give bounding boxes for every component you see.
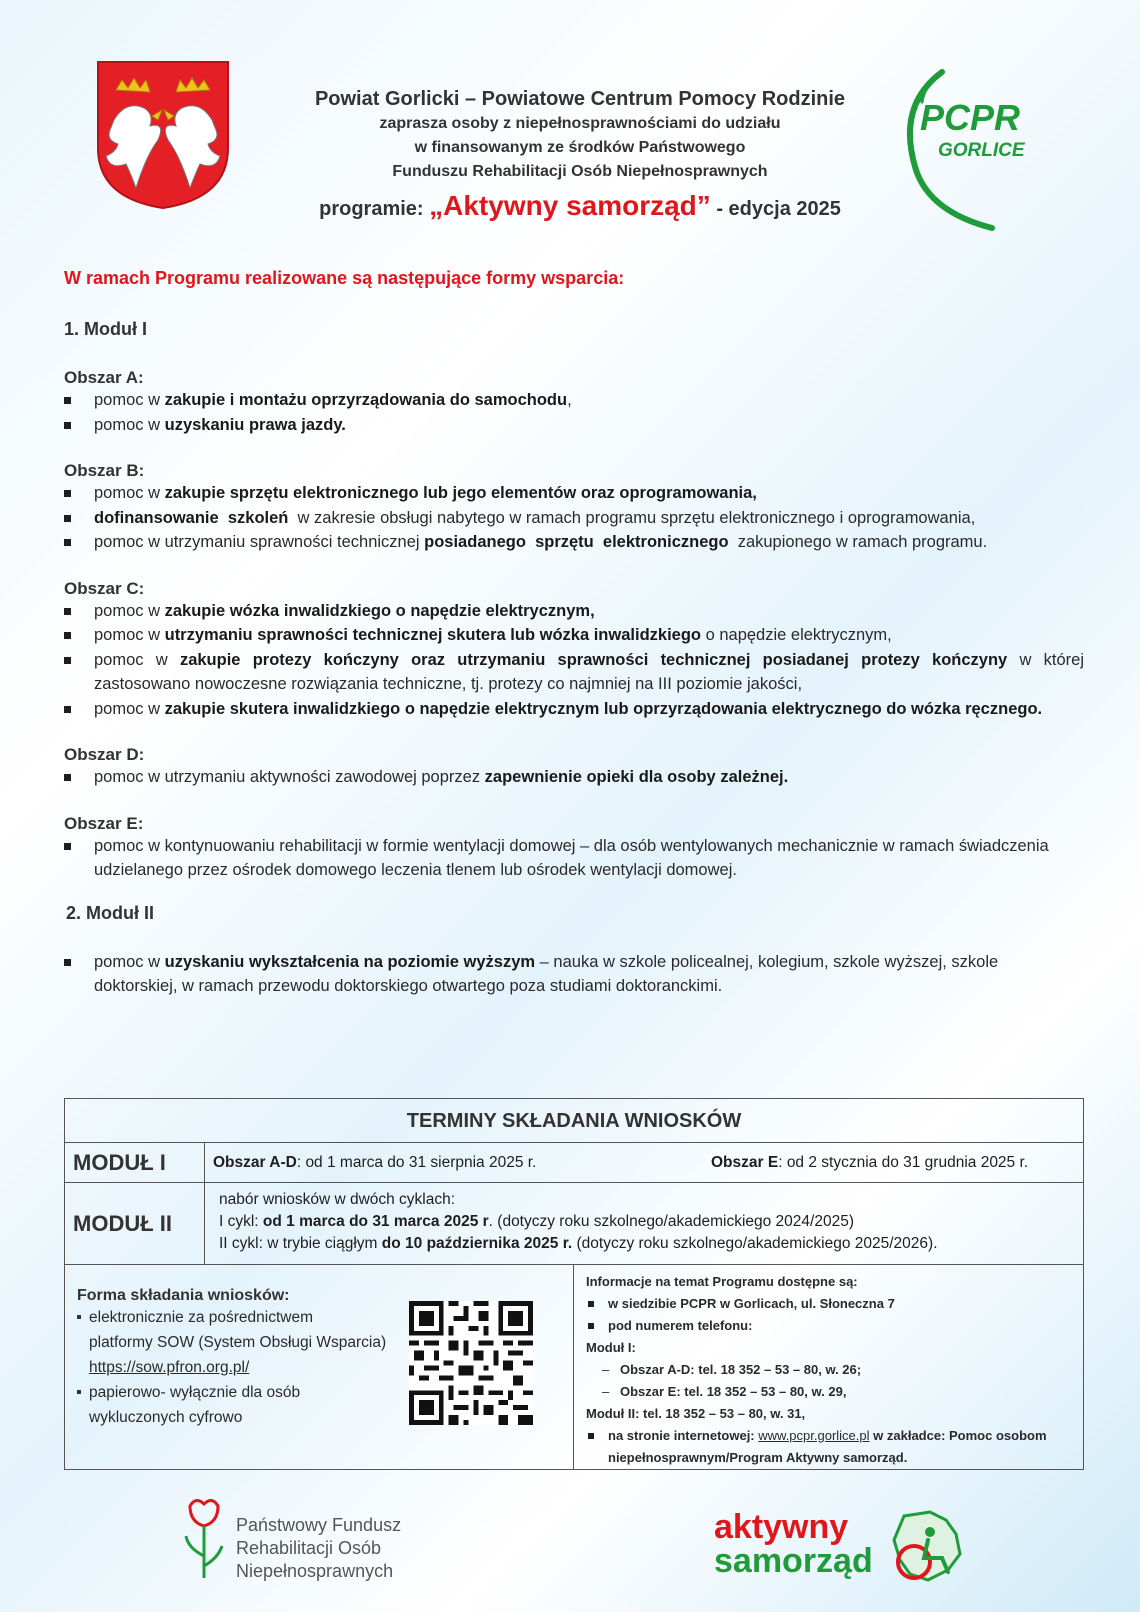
- header-line2: zaprasza osoby z niepełnosprawnościami do udziału: [379, 115, 781, 132]
- area-a-title: Obszar A:: [64, 368, 144, 387]
- module1-area-ad: Obszar A-D: od 1 marca do 31 sierpnia 2025 r.: [213, 1154, 537, 1171]
- info-module1-ad: – Obszar A-D: tel. 18 352 – 53 – 80, w. 26;: [586, 1359, 1083, 1381]
- list-item: pomoc w utrzymaniu sprawności technicznej skutera lub wózka inwalidzkiego o napędzie elektrycznym,: [64, 623, 1084, 648]
- list-item: pomoc w zakupie skutera inwalidzkiego o napędzie elektrycznym lub oprzyrządowania elektrycznego do wózka ręcznego.: [64, 697, 1084, 722]
- area-b-list: [64, 481, 1084, 555]
- header-line3: w finansowanym ze środków Państwowego: [414, 139, 746, 156]
- info-module1-e: – Obszar E: tel. 18 352 – 53 – 80, w. 29,: [586, 1381, 1083, 1403]
- list-item: pomoc w utrzymaniu sprawności technicznej posiadanego sprzętu elektronicznego zakupionego w ramach programu.: [64, 530, 1084, 555]
- pfron-logo: [182, 1496, 442, 1586]
- program-suffix: - edycja 2025: [710, 198, 841, 220]
- wheelchair-map-icon: [884, 1510, 964, 1586]
- pcpr-website-link[interactable]: www.pcpr.gorlice.pl: [758, 1428, 870, 1443]
- module1-area-e: Obszar E: od 2 stycznia do 31 grudnia 2025 r.: [711, 1154, 1029, 1171]
- module1-title: 1. Moduł I: [64, 319, 147, 339]
- list-item: pomoc w zakupie sprzętu elektronicznego lub jego elementów oraz oprogramowania,: [64, 481, 1084, 506]
- module2-line1: nabór wniosków w dwóch cyklach:: [219, 1191, 456, 1208]
- form-title: Forma składania wniosków:: [77, 1287, 290, 1304]
- aktywny-samorzad-logo: [714, 1510, 974, 1590]
- module1-label: MODUŁ I: [65, 1143, 205, 1182]
- pfron-text: Państwowy Fundusz Rehabilitacji Osób Niepełnosprawnych: [236, 1515, 402, 1581]
- area-c-title: Obszar C:: [64, 578, 145, 598]
- area-a-list: [64, 388, 1084, 437]
- info-office: w siedzibie PCPR w Gorlicach, ul. Słoneczna 7: [586, 1293, 1083, 1315]
- info-section: [573, 1265, 1083, 1469]
- list-item: pomoc w kontynuowaniu rehabilitacji w formie wentylacji domowej – dla osób wentylowanych mechanicznie w ramach świadczenia udzielanego przez ośrodek domowego leczenia tlenem lub ośrodek wentylacji domowej.: [64, 834, 1084, 883]
- info-web: na stronie internetowej: www.pcpr.gorlice.pl w zakładce: Pomoc osobom: [586, 1425, 1083, 1447]
- coat-of-arms-icon: [96, 60, 230, 210]
- header-line1: Powiat Gorlicki – Powiatowe Centrum Pomocy Rodzinie: [314, 88, 846, 110]
- header-line4: Funduszu Rehabilitacji Osób Niepełnosprawnych: [392, 163, 768, 180]
- intro-heading: W ramach Programu realizowane są następujące formy wsparcia:: [64, 268, 625, 288]
- module2-label: MODUŁ II: [65, 1183, 205, 1264]
- area-d-list: [64, 765, 1084, 790]
- tulip-icon: [182, 1496, 226, 1582]
- terms-bottom: [65, 1265, 1083, 1469]
- module2-title: 2. Moduł II: [66, 902, 154, 923]
- terms-title: TERMINY SKŁADANIA WNIOSKÓW: [65, 1099, 1083, 1143]
- form-section: [77, 1287, 397, 1430]
- module2-line3: II cykl: w trybie ciągłym do 10 października 2025 r. (dotyczy roku szkolnego/akademickiego 2025/2026).: [219, 1235, 938, 1252]
- program-prefix: programie:: [319, 198, 430, 220]
- table-row: [65, 1183, 1083, 1265]
- area-b-title: Obszar B:: [64, 461, 145, 480]
- list-item: pomoc w uzyskaniu prawa jazdy.: [64, 413, 1084, 438]
- module2-line2: I cykl: od 1 marca do 31 marca 2025 r. (dotyczy roku szkolnego/akademickiego 2024/2025): [219, 1213, 854, 1230]
- area-e-title: Obszar E:: [64, 813, 144, 833]
- list-item: pomoc w utrzymaniu aktywności zawodowej poprzez zapewnienie opieki dla osoby zależnej.: [64, 765, 1084, 790]
- info-title: Informacje na temat Programu dostępne są:: [586, 1274, 858, 1289]
- list-item: papierowo- wyłącznie dla osób wykluczonych cyfrowo: [77, 1380, 397, 1430]
- info-web-line2: niepełnosprawnym/Program Aktywny samorząd.: [608, 1450, 908, 1465]
- module2-list: [64, 950, 1084, 999]
- pcpr-logo-top: PCPR: [920, 97, 1021, 138]
- list-item: pomoc w zakupie i montażu oprzyrządowania do samochodu,: [64, 388, 1084, 413]
- info-module1-label: Moduł I:: [586, 1340, 636, 1355]
- header: [260, 86, 900, 222]
- area-c-list: [64, 599, 1084, 722]
- info-module2: Moduł II: tel. 18 352 – 53 – 80, w. 31,: [586, 1406, 806, 1421]
- list-item: pomoc w zakupie wózka inwalidzkiego o napędzie elektrycznym,: [64, 599, 1084, 624]
- list-item: pomoc w uzyskaniu wykształcenia na poziomie wyższym – nauka w szkole policealnej, kolegium, szkole wyższej, szkole doktorskiej, w ramach przewodu doktorskiego otwartego poza studiami doktoranckimi.: [64, 950, 1084, 999]
- terms-table: [64, 1098, 1084, 1470]
- list-item: pomoc w zakupie protezy kończyny oraz utrzymaniu sprawności technicznej posiadanej protezy kończyny w której zastosowano nowoczesne rozwiązania techniczne, tj. protezy co najmniej na III poziomie jakości,: [64, 648, 1084, 697]
- list-item: dofinansowanie szkoleń w zakresie obsługi nabytego w ramach programu sprzętu elektronicznego i oprogramowania,: [64, 506, 1084, 531]
- table-row: [65, 1143, 1083, 1183]
- area-d-title: Obszar D:: [64, 745, 145, 764]
- aktywny-text: aktywny samorząd: [714, 1508, 873, 1580]
- info-phone-label: pod numerem telefonu:: [586, 1315, 1083, 1337]
- area-e-list: [64, 834, 1084, 883]
- program-name: „Aktywny samorząd”: [429, 190, 711, 221]
- pcpr-logo: [900, 66, 1050, 236]
- program-title: [260, 190, 900, 222]
- sow-link[interactable]: https://sow.pfron.org.pl/: [89, 1359, 250, 1376]
- list-item: elektronicznie za pośrednictwem platformy SOW (System Obsługi Wsparcia) https://sow.pfron.org.pl/: [77, 1305, 397, 1380]
- qr-code-icon[interactable]: [409, 1301, 533, 1425]
- pcpr-logo-bottom: GORLICE: [938, 140, 1025, 161]
- module2-cycles: [205, 1189, 1075, 1255]
- content: [64, 268, 1084, 999]
